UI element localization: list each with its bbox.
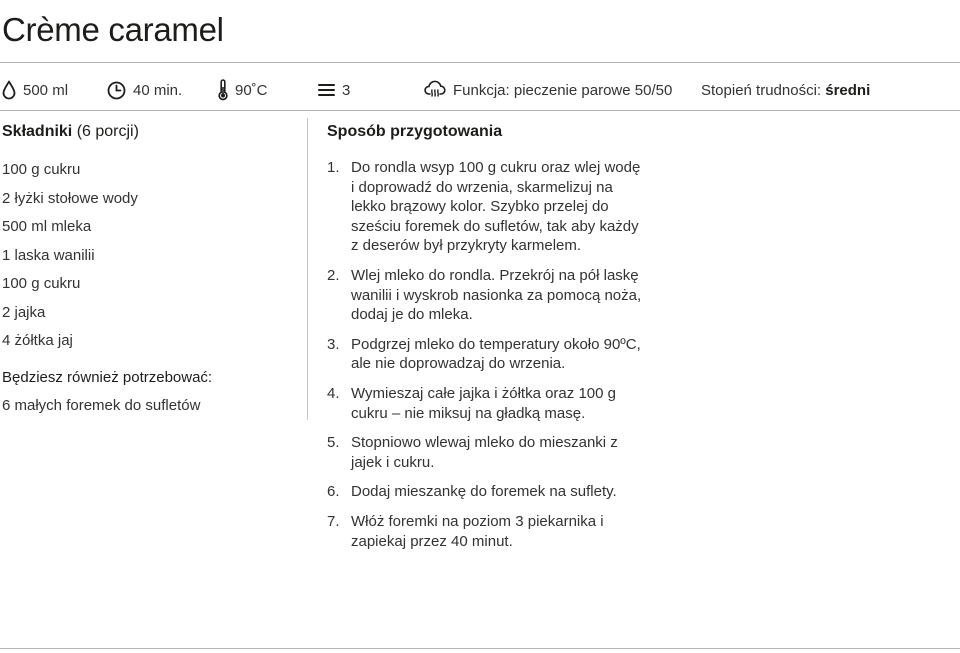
- step-text: Podgrzej mleko do temperatury około 90ºC, ale nie doprowadzaj do wrzenia.: [351, 335, 641, 373]
- step-text: Wymieszaj całe jajka i żółtka oraz 100 g cukru – nie miksuj na gładką masę.: [351, 384, 616, 422]
- function-info: [424, 78, 672, 102]
- page-title: Crème caramel: [2, 11, 224, 48]
- steam-cloud-icon: [424, 80, 446, 100]
- step-text: Stopniowo wlewaj mleko do mieszanki z jajek i cukru.: [351, 434, 618, 471]
- also-needed-heading: Będziesz również potrzebować:: [2, 368, 213, 386]
- ingredients-heading: [2, 121, 302, 143]
- ingredient-item: 2 łyżki stołowe wody: [2, 189, 138, 207]
- step-text: Do rondla wsyp 100 g cukru oraz wlej wodę i doprowadź do wrzenia, skarmelizuj na lekko brązowy kolor. Szybko przelej do sześciu foremek do sufletów, tak aby każdy z deserów był przykryty karmelem.: [351, 159, 641, 255]
- method-step: [327, 335, 647, 374]
- step-number: 4.: [327, 384, 340, 402]
- title-divider: [0, 62, 960, 63]
- volume-value: 500 ml: [23, 81, 69, 99]
- temperature-value: 90˚C: [235, 81, 268, 99]
- method-section: [327, 121, 647, 561]
- ingredient-item: 100 g cukru: [2, 275, 81, 292]
- level-value: 3: [342, 81, 351, 99]
- method-step: [327, 158, 647, 256]
- step-text: Dodaj mieszankę do foremek na suflety.: [351, 483, 617, 501]
- ingredients-servings: (6 porcji): [72, 123, 139, 140]
- method-step: [327, 482, 647, 502]
- difficulty-label: Stopień trudności:: [701, 81, 822, 99]
- method-step: [327, 266, 647, 325]
- bottom-divider: [0, 648, 960, 649]
- difficulty-value: średni: [825, 81, 871, 99]
- time-value: 40 min.: [133, 81, 183, 99]
- ingredients-list: [2, 156, 302, 356]
- method-steps: [327, 158, 647, 551]
- level-info: [318, 78, 350, 102]
- step-text: Włóż foremki na poziom 3 piekarnika i zapiekaj przez 40 minut.: [351, 512, 604, 550]
- volume-info: [2, 78, 68, 102]
- ingredient-item: 2 jajka: [2, 303, 46, 321]
- step-text: Wlej mleko do rondla. Przekrój na pół laskę wanilii i wyskrob nasionka za pomocą noża, dodaj je do mleka.: [351, 266, 642, 324]
- difficulty-info: [701, 78, 870, 102]
- clock-icon: [107, 81, 126, 100]
- meta-divider: [0, 110, 960, 111]
- step-number: 2.: [327, 266, 340, 284]
- ingredients-heading-bold: Składniki: [2, 123, 73, 140]
- ingredients-section: [2, 121, 302, 420]
- time-info: [107, 78, 182, 102]
- function-label: Funkcja: pieczenie parowe 50/50: [453, 81, 673, 99]
- step-number: 7.: [327, 512, 340, 530]
- temperature-info: [218, 78, 268, 102]
- step-number: 5.: [327, 434, 340, 452]
- step-number: 6.: [327, 483, 340, 501]
- step-number: 1.: [327, 159, 340, 176]
- column-divider: [307, 118, 308, 420]
- also-needed-item: 6 małych foremek do sufletów: [2, 396, 201, 414]
- step-number: 3.: [327, 335, 340, 353]
- thermometer-icon: [218, 79, 228, 101]
- method-step: [327, 512, 647, 551]
- water-drop-icon: [2, 80, 16, 100]
- method-step: [327, 384, 647, 423]
- ingredient-item: 100 g cukru: [2, 161, 81, 178]
- oven-level-icon: [318, 83, 335, 97]
- method-heading: Sposób przygotowania: [327, 123, 503, 140]
- ingredient-item: 500 ml mleka: [2, 218, 92, 235]
- ingredient-item: 1 laska wanilii: [2, 246, 95, 264]
- ingredient-item: 4 żółtka jaj: [2, 332, 73, 349]
- method-step: [327, 433, 647, 472]
